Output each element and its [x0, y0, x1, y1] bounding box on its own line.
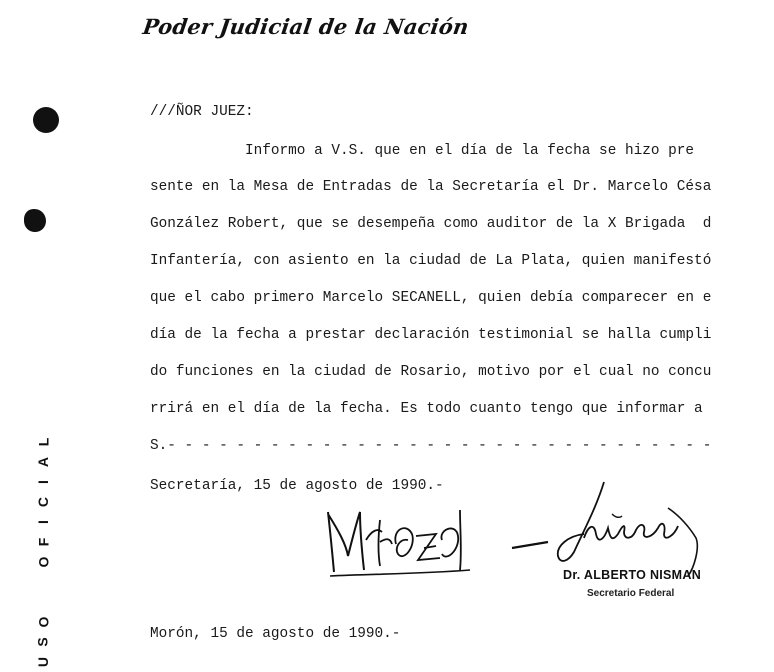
stamp-title: Secretario Federal [587, 588, 675, 599]
punch-hole-bottom [24, 209, 46, 232]
signature-left [320, 500, 480, 580]
body-line: Infantería, con asiento en la ciudad de La Plata, quien manifestó [150, 253, 712, 269]
margin-stamp-letter: C [35, 496, 51, 508]
margin-stamp-letter: A [35, 456, 51, 468]
date-line: Secretaría, 15 de agosto de 1990.- [150, 478, 444, 494]
margin-stamp-uso [30, 612, 56, 672]
margin-stamp-letter: L [35, 437, 51, 447]
margin-stamp-letter: I [34, 480, 51, 484]
body-line: sente en la Mesa de Entradas de la Secretaría el Dr. Marcelo Césa [150, 179, 712, 195]
margin-stamp-letter: O [34, 556, 51, 568]
margin-stamp-letter: I [34, 520, 51, 524]
body-line: González Robert, que se desempeña como auditor de la X Brigada d [150, 216, 712, 232]
body-line: rrirá en el día de la fecha. Es todo cuanto tengo que informar a [150, 401, 703, 417]
margin-stamp-letter: S [35, 637, 51, 647]
signature-right [508, 478, 728, 578]
body-line: día de la fecha a prestar declaración testimonial se halla cumpli [150, 327, 712, 343]
body-line: que el cabo primero Marcelo SECANELL, quien debía comparecer en e [150, 290, 712, 306]
margin-stamp-letter: U [35, 656, 51, 668]
margin-stamp-oficial [30, 432, 56, 572]
letterhead: Poder Judicial de la Nación [141, 14, 471, 39]
body-line: Informo a V.S. que en el día de la fecha se hizo pre [150, 143, 695, 159]
body-line: ///ÑOR JUEZ: [150, 104, 254, 120]
margin-stamp-letter: O [34, 616, 51, 628]
body-line: do funciones en la ciudad de Rosario, motivo por el cual no concu [150, 364, 712, 380]
punch-hole-top [33, 107, 59, 133]
stamp-name: Dr. ALBERTO NISMAN [563, 568, 702, 582]
footer-line: Morón, 15 de agosto de 1990.- [150, 626, 401, 642]
margin-stamp-letter: F [35, 537, 51, 547]
body-line: S.- - - - - - - - - - - - - - - - - - - - - - - - - - - - - - - - [150, 438, 712, 454]
